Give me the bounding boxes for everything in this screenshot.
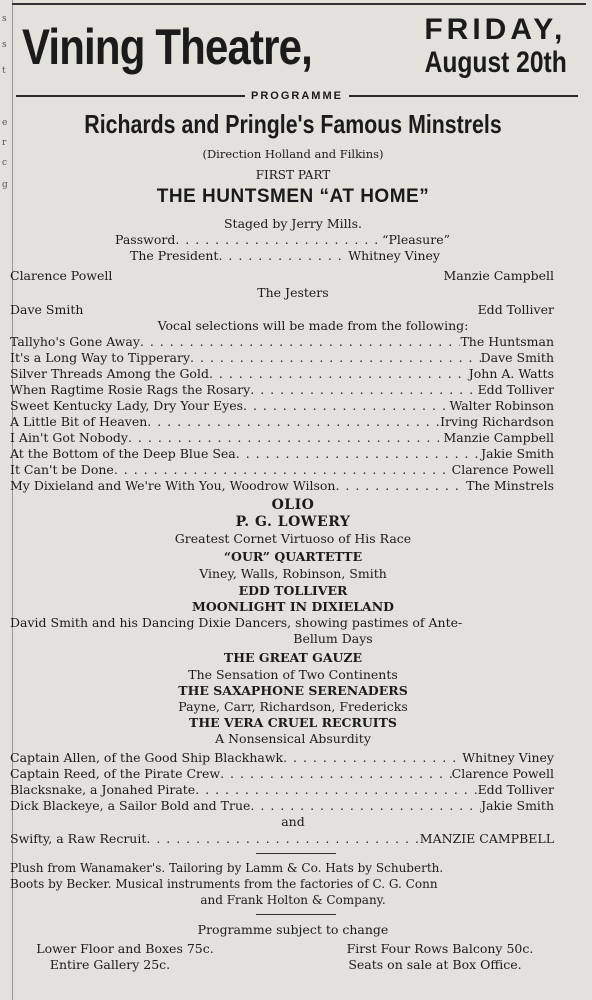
staged-by: Staged by Jerry Mills.	[223, 216, 363, 231]
show-date	[409, 14, 582, 80]
first-part-heading: FIRST PART	[255, 168, 331, 182]
masthead	[16, 12, 582, 82]
gutter-mark: s	[2, 40, 7, 50]
gutter-mark: s	[2, 14, 7, 24]
divider	[349, 95, 578, 97]
dancers-line-2: Bellum Days	[293, 631, 373, 646]
sax-members: Payne, Carr, Richardson, Fredericks	[178, 699, 408, 714]
dancers-line-1: David Smith and his Dancing Dixie Dancers, showing pastimes of Ante-	[10, 615, 463, 630]
leader-dots	[175, 232, 382, 248]
price-gallery: Entire Gallery 25c.	[49, 957, 171, 972]
box-office-note: Seats on sale at Box Office.	[348, 957, 522, 972]
direction-line: (Direction Holland and Filkins)	[202, 147, 384, 161]
subject-to-change: Programme subject to change	[197, 922, 389, 937]
price-lower-floor: Lower Floor and Boxes 75c.	[36, 941, 214, 956]
leader-dots	[218, 248, 348, 264]
theatre-name: Vining Theatre,	[22, 19, 313, 75]
cast-item: Blacksnake, a Jonahed Pirate . . . Edd Tolliver	[10, 782, 554, 798]
quartette-members: Viney, Walls, Robinson, Smith	[199, 566, 387, 581]
cast-item: Dick Blackeye, a Sailor Bold and True . . . Jakie Smith	[10, 798, 554, 814]
company-title: Richards and Pringle's Famous Minstrels	[84, 109, 502, 139]
end-man-right: Manzie Campbell	[443, 268, 554, 283]
end-man-left: Clarence Powell	[10, 268, 113, 283]
lowery-name: P. G. LOWERY	[235, 514, 351, 530]
huntsmen-title: THE HUNTSMEN “AT HOME”	[156, 186, 430, 207]
gutter-mark: g	[2, 180, 8, 190]
gutter-mark: r	[2, 138, 7, 148]
song-item: Tallyho's Gone Away . . . The Huntsman	[10, 334, 554, 350]
saxaphone-title: THE SAXAPHONE SERENADERS	[178, 683, 408, 698]
cast-item: Captain Reed, of the Pirate Crew . . . Clarence Powell	[10, 766, 554, 782]
song-item: When Ragtime Rosie Rags the Rosary . . . Edd Tolliver	[10, 382, 554, 398]
song-item: It Can't be Done . . . Clarence Powell	[10, 462, 554, 478]
credits-line-2: Boots by Becker. Musical instruments from the factories of C. G. Conn	[10, 877, 438, 891]
programme-banner	[16, 88, 578, 104]
vera-title: THE VERA CRUEL RECRUITS	[189, 715, 397, 730]
tolliver-name: EDD TOLLIVER	[238, 583, 348, 598]
divider	[16, 95, 245, 97]
gauze-desc: The Sensation of Two Continents	[188, 667, 398, 682]
quartette-title: “OUR” QUARTETTE	[223, 549, 363, 564]
credits-line-3: and Frank Holton & Company.	[200, 893, 386, 907]
show-day: FRIDAY,	[424, 13, 567, 46]
song-item: At the Bottom of the Deep Blue Sea . . . Jakie Smith	[10, 446, 554, 462]
end-man-right: Edd Tolliver	[477, 302, 554, 317]
president-label: The President	[130, 248, 219, 263]
song-item: It's a Long Way to Tipperary . . . Dave Smith	[10, 350, 554, 366]
end-men-row-1	[10, 268, 554, 284]
divider	[256, 914, 336, 915]
top-rule	[12, 3, 586, 5]
password-line	[115, 232, 450, 248]
gutter-mark: c	[2, 158, 8, 168]
and-word: and	[281, 814, 305, 829]
programme-label: PROGRAMME	[251, 90, 343, 102]
vera-desc: A Nonsensical Absurdity	[215, 731, 371, 746]
end-man-left: Dave Smith	[10, 302, 84, 317]
moonlight-title: MOONLIGHT IN DIXIELAND	[192, 599, 394, 614]
cast-item: Captain Allen, of the Good Ship Blackhawk . . . Whitney Viney	[10, 750, 554, 766]
vocal-intro: Vocal selections will be made from the following:	[157, 318, 469, 333]
gutter-mark: t	[2, 66, 6, 76]
swifty-line: Swifty, a Raw Recruit . . . MANZIE CAMPBELL	[10, 831, 554, 847]
show-date-text: August 20th	[424, 46, 567, 79]
song-item: A Little Bit of Heaven . . . Irving Richardson	[10, 414, 554, 430]
song-item: Sweet Kentucky Lady, Dry Your Eyes . . . Walter Robinson	[10, 398, 554, 414]
president-line	[130, 248, 440, 264]
end-men-row-2	[10, 302, 554, 318]
president-value: Whitney Viney	[348, 248, 440, 263]
credits-line-1: Plush from Wanamaker's. Tailoring by Lamm & Co. Hats by Schuberth.	[10, 861, 444, 875]
gauze-title: THE GREAT GAUZE	[223, 650, 363, 665]
price-balcony: First Four Rows Balcony 50c.	[346, 941, 534, 956]
password-value: “Pleasure”	[382, 232, 450, 247]
song-item: I Ain't Got Nobody . . . Manzie Campbell	[10, 430, 554, 446]
song-item: Silver Threads Among the Gold . . . John A. Watts	[10, 366, 554, 382]
lowery-desc: Greatest Cornet Virtuoso of His Race	[174, 531, 412, 546]
divider	[256, 853, 336, 854]
password-label: Password	[115, 232, 176, 247]
olio-heading: OLIO	[271, 497, 315, 513]
gutter-mark: e	[2, 118, 8, 128]
song-item: My Dixieland and We're With You, Woodrow Wilson . . . The Minstrels	[10, 478, 554, 494]
jesters-label: The Jesters	[257, 285, 329, 300]
